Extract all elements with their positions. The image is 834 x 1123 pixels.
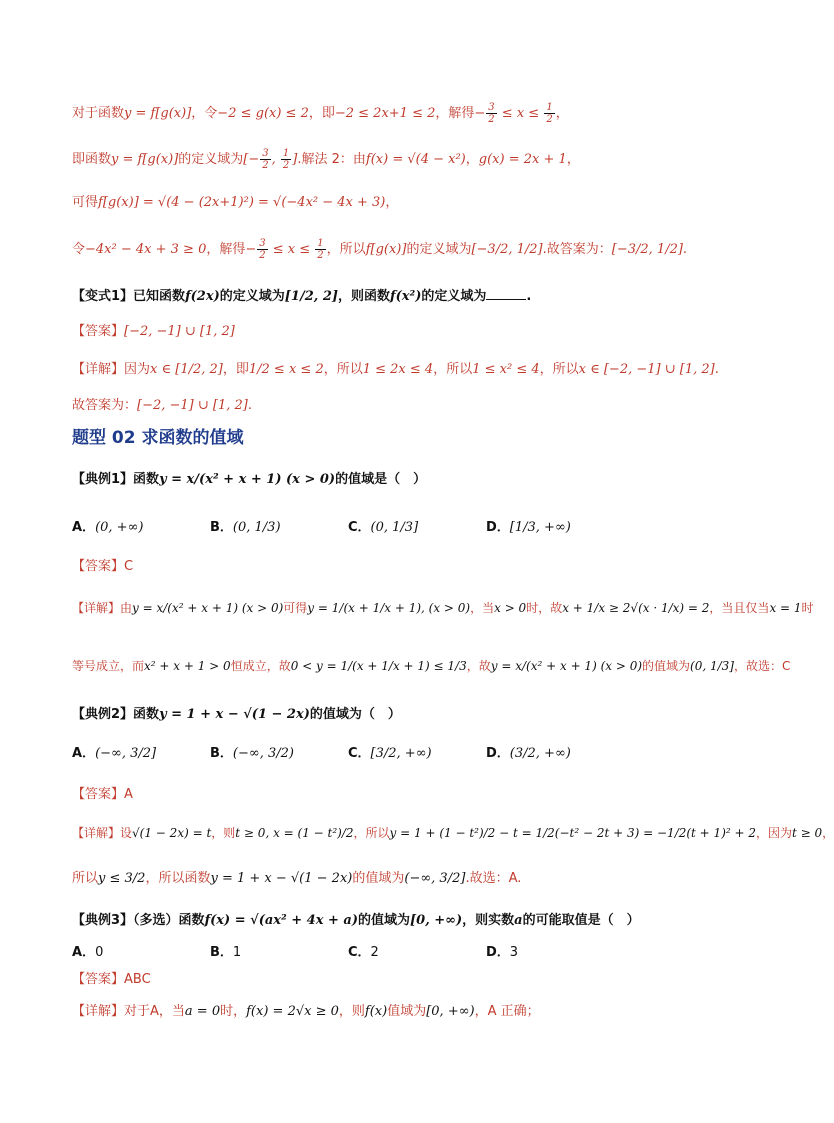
variant-1-answer	[72, 322, 754, 342]
text: 即函数	[72, 152, 112, 167]
text: 时，	[220, 1004, 247, 1019]
formula: [−3/2, 1/2]	[471, 242, 543, 257]
text: ，所以函数	[145, 871, 211, 886]
formula: 0 < y = 1/(x + 1/x + 1) ≤ 1/3	[290, 659, 467, 673]
text: ，	[555, 106, 569, 121]
option-d: D．3	[486, 945, 519, 960]
answer-tag: 【答案】	[72, 559, 125, 574]
text: 由	[120, 601, 133, 615]
formula: (0, 1/3]	[690, 659, 734, 673]
formula: f(x) = √(4 − x²)	[365, 152, 466, 167]
text: 函数	[133, 472, 160, 487]
text: ，即	[308, 106, 335, 121]
text: 的可能取值是（ ）	[522, 913, 640, 928]
text: 时	[801, 601, 814, 615]
formula: x² + x + 1 > 0	[144, 659, 231, 673]
text: 的定义域为	[219, 289, 285, 304]
formula: y = x/(x² + x + 1) (x > 0)	[132, 601, 284, 615]
text: 的值域是（ ）	[335, 472, 427, 487]
text: 的定义域为	[406, 242, 472, 257]
text: 恒成立，故	[230, 659, 291, 673]
example-1-detail-line-2	[72, 656, 791, 676]
text: ，则	[338, 1004, 365, 1019]
fraction: $\frac{1}{2}$	[546, 102, 553, 125]
text: ，当且仅当	[709, 601, 770, 615]
text: ，解得	[206, 242, 246, 257]
text: ，所以	[326, 242, 366, 257]
formula: a = 0	[184, 1004, 221, 1019]
formula: −2 ≤ g(x) ≤ 2	[217, 106, 309, 121]
formula: ≤ x ≤	[268, 242, 315, 257]
fraction: $\frac{1}{2}$	[317, 238, 324, 261]
formula: x + 1/x ≥ 2√(x · 1/x) = 2	[562, 601, 710, 615]
answer-value: [−2, −1] ∪ [1, 2]	[124, 324, 235, 339]
text: ，则实数	[462, 913, 515, 928]
formula: f(x)	[364, 1004, 388, 1019]
fraction: $\frac{3}{2}$	[488, 102, 495, 125]
text: ，故选：C	[733, 659, 791, 673]
text: 值域为	[387, 1004, 427, 1019]
formula: −	[474, 106, 486, 121]
solution-line-4	[72, 238, 754, 261]
text: ，当	[470, 601, 495, 615]
text: .解法 2：由	[297, 152, 366, 167]
formula: [0, +∞)	[426, 1004, 475, 1019]
formula: y ≤ 3/2	[98, 871, 146, 886]
text: 的值域为	[642, 659, 691, 673]
text: （多选）函数	[133, 913, 205, 928]
text: 已知函数	[133, 289, 186, 304]
variant-1-final	[72, 396, 754, 416]
tag: 【变式1】	[72, 289, 134, 304]
variant-1-detail	[72, 360, 754, 380]
text: ，即	[222, 362, 249, 377]
option-b: B．(−∞, 3/2)	[210, 746, 294, 761]
answer-tag: 【答案】	[72, 324, 125, 339]
option-a: A．(−∞, 3/2]	[72, 746, 157, 761]
formula: 1 ≤ x² ≤ 4	[472, 362, 540, 377]
section-heading: 题型 02 求函数的值域	[72, 428, 244, 448]
text: ，则函数	[338, 289, 391, 304]
option-c: C．(0, 1/3]	[348, 520, 419, 535]
text: .故答案为：	[542, 242, 612, 257]
text: 故答案为：	[72, 398, 138, 413]
formula: 1 ≤ 2x ≤ 4	[362, 362, 434, 377]
text: 时，故	[526, 601, 563, 615]
text: ，故	[466, 659, 491, 673]
solution-line-1	[72, 102, 754, 125]
text: ，所以	[353, 826, 390, 840]
text: ，解得	[435, 106, 475, 121]
formula: y = x/(x² + x + 1) (x > 0)	[159, 472, 336, 487]
example-2-detail-line-1	[72, 823, 834, 843]
text: 的值域为	[352, 871, 405, 886]
option-d: D．(3/2, +∞)	[486, 746, 571, 761]
detail-tag: 【详解】	[72, 362, 125, 377]
example-2-question	[72, 705, 754, 725]
formula: f(2x)	[185, 289, 220, 304]
formula: y = f[g(x)]	[111, 152, 179, 167]
detail-tag: 【详解】	[72, 1004, 125, 1019]
answer-value: C	[124, 559, 134, 574]
text: .故选：A.	[465, 871, 522, 886]
formula: y = 1 + x − √(1 − 2x)	[159, 707, 310, 722]
formula: f[g(x)] = √(4 − (2x+1)²) = √(−4x² − 4x + 3)	[98, 195, 386, 210]
text: 的定义域为	[178, 152, 244, 167]
text: 函数	[133, 707, 160, 722]
text: 等号成立，而	[72, 659, 145, 673]
answer-blank	[486, 287, 526, 300]
formula: y = f[g(x)]	[124, 106, 192, 121]
text: 对于函数	[72, 106, 125, 121]
tag: 【典例3】	[72, 913, 134, 928]
example-3-answer	[72, 970, 754, 990]
text: ，	[465, 152, 479, 167]
formula: √(1 − 2x) = t	[132, 826, 212, 840]
detail-tag: 【详解】	[72, 601, 121, 615]
text: A 正确	[487, 1004, 527, 1019]
text: 设	[120, 826, 133, 840]
formula: x = 1	[769, 601, 802, 615]
text: 的定义域为	[421, 289, 487, 304]
text: 对于A，当	[124, 1004, 185, 1019]
option-c: C．[3/2, +∞)	[348, 746, 432, 761]
text: ，所以	[323, 362, 363, 377]
formula: t ≥ 0, x = (1 − t²)/2	[235, 826, 354, 840]
text: ，因为	[756, 826, 793, 840]
formula: f[g(x)]	[365, 242, 407, 257]
text: .	[247, 398, 252, 413]
formula: g(x) = 2x + 1	[478, 152, 567, 167]
answer-tag: 【答案】	[72, 787, 125, 802]
tag: 【典例1】	[72, 472, 134, 487]
formula: (−∞, 3/2]	[404, 871, 466, 886]
text: .	[682, 242, 688, 257]
formula: ]	[292, 152, 298, 167]
formula: [−	[243, 152, 260, 167]
text: ，	[566, 152, 580, 167]
formula: 1/2 ≤ x ≤ 2	[248, 362, 324, 377]
formula: f(x) = 2√x ≥ 0	[246, 1004, 339, 1019]
formula: t ≥ 0	[792, 826, 823, 840]
formula: ≤ x ≤	[497, 106, 544, 121]
answer-tag: 【答案】	[72, 972, 125, 987]
formula: [−2, −1] ∪ [1, 2]	[137, 398, 248, 413]
formula: y = 1/(x + 1/x + 1), (x > 0)	[307, 601, 471, 615]
formula: −2 ≤ 2x+1 ≤ 2	[334, 106, 436, 121]
example-2-answer	[72, 785, 754, 805]
formula: y = 1 + x − √(1 − 2x)	[210, 871, 353, 886]
text: 因为	[124, 362, 151, 377]
formula: f(x²)	[390, 289, 422, 304]
text: ，所以	[539, 362, 579, 377]
formula: a	[514, 913, 523, 928]
formula: [−3/2, 1/2]	[611, 242, 683, 257]
formula: [1/2, 2]	[284, 289, 339, 304]
option-b: B．1	[210, 945, 242, 960]
solution-line-3	[72, 193, 754, 213]
detail-tag: 【详解】	[72, 826, 121, 840]
text: ，令	[191, 106, 218, 121]
formula: y = x/(x² + x + 1) (x > 0)	[490, 659, 643, 673]
answer-value: ABC	[124, 972, 151, 987]
text: ，	[474, 1004, 488, 1019]
option-b: B．(0, 1/3)	[210, 520, 281, 535]
option-a: A．0	[72, 945, 104, 960]
option-c: C．2	[348, 945, 379, 960]
tag: 【典例2】	[72, 707, 134, 722]
answer-value: A	[124, 787, 133, 802]
fraction: $\frac{3}{2}$	[262, 148, 269, 171]
example-1-detail-line-1	[72, 598, 814, 618]
text: .	[714, 362, 719, 377]
text: 可得	[283, 601, 308, 615]
fraction: $\frac{3}{2}$	[259, 238, 266, 261]
example-1-question	[72, 470, 754, 490]
example-3-detail	[72, 1002, 754, 1022]
text: 的值域为（ ）	[309, 707, 401, 722]
formula: −	[245, 242, 257, 257]
text: ；	[526, 1004, 540, 1019]
solution-line-2: 即函数y = f[g(x)]的定义域为[− $\frac{3}{2}$ , $\frac{1}{2}$ ].解法 2：由f(x) = √(4 − x²)，g(x) = 2x + 1，	[72, 148, 580, 171]
formula: x ∈ [−2, −1] ∪ [1, 2]	[578, 362, 715, 377]
example-3-question	[72, 911, 754, 931]
text: 可得	[72, 195, 99, 210]
option-d: D．[1/3, +∞)	[486, 520, 571, 535]
formula: f(x) = √(ax² + 4x + a)	[204, 913, 358, 928]
formula: x > 0	[494, 601, 527, 615]
text: 所以	[72, 871, 99, 886]
text: .	[526, 289, 532, 304]
formula: y = 1 + (1 − t²)/2 − t = 1/2(−t² − 2t + 3) = −1/2(t + 1)² + 2	[389, 826, 756, 840]
example-1-answer	[72, 557, 754, 577]
text: ，	[822, 826, 834, 840]
option-a: A．(0, +∞)	[72, 520, 144, 535]
formula: −4x² − 4x + 3 ≥ 0	[85, 242, 207, 257]
text: 的值域为	[357, 913, 410, 928]
text: ，所以	[433, 362, 473, 377]
text: ，	[385, 195, 399, 210]
fraction: $\frac{1}{2}$	[282, 148, 290, 171]
example-2-detail-line-2	[72, 869, 754, 889]
text: ，则	[211, 826, 236, 840]
variant-1-question	[72, 287, 754, 307]
formula: x ∈ [1/2, 2]	[150, 362, 223, 377]
formula: [0, +∞)	[410, 913, 463, 928]
text: 令	[72, 242, 86, 257]
